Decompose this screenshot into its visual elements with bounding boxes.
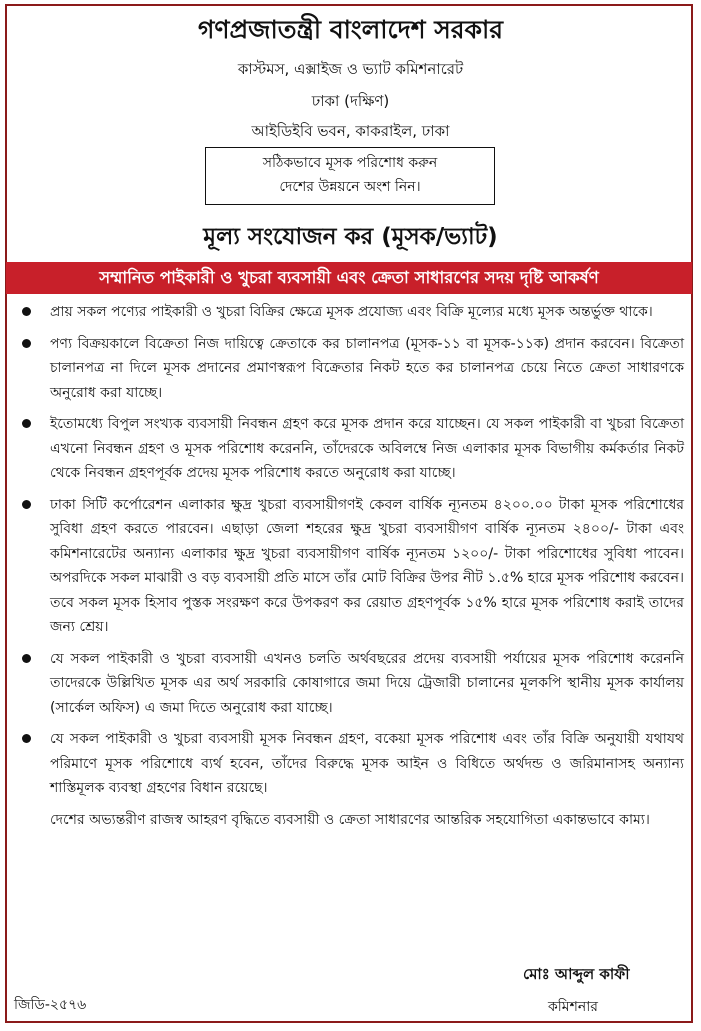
bullet-icon — [22, 419, 31, 428]
notice-body — [16, 300, 684, 832]
office-city: ঢাকা (দক্ষিণ) — [311, 92, 390, 110]
bullet-icon — [22, 734, 31, 743]
attention-banner: সম্মানিত পাইকারী ও খুচরা ব্যবসায়ী এবং ক্রেতা সাধারণের সদয় দৃষ্টি আকর্ষণ — [6, 262, 692, 294]
list-item-text: যে সকল পাইকারী ও খুচরা ব্যবসায়ী এখনও চলতি অর্থবছরের প্রদেয় ব্যবসায়ী পর্যায়ের মূসক পরিশোধ করেননি তাদেরকে উল্লিখিত মূসক এর অর্থ সরকারি কোষাগারে জমা দিয়ে ট্রেজারী চালানের মূলকপি স্থানীয় মূসক কার্যালয় (সার্কেল অফিস) এ জমা দিতে অনুরোধ করা যাচ্ছে। — [50, 650, 684, 716]
slogan-line-2: দেশের উন্নয়নে অংশ নিন। — [279, 179, 421, 195]
slogan-line-1: সঠিকভাবে মূসক পরিশোধ করুন — [262, 155, 438, 171]
government-title: গণপ্রজাতন্ত্রী বাংলাদেশ সরকার — [198, 15, 503, 44]
list-item — [16, 493, 684, 640]
office-name: কাস্টমস, এক্সাইজ ও ভ্যাট কমিশনারেট — [237, 60, 464, 78]
list-item-text: ঢাকা সিটি কর্পোরেশন এলাকার ক্ষুদ্র খুচরা ব্যবসায়ীগণই কেবল বার্ষিক ন্যূনতম ৪২০০.০০ টাকা মূসক পরিশোধের সুবিধা গ্রহণ করতে পারবেন। এছাড়া জেলা শহরের ক্ষুদ্র খুচরা ব্যবসায়ীগণ বার্ষিক ন্যূনতম ২৪০০/- টাকা এবং কমিশনারেটের অন্যান্য এলাকার ক্ষুদ্র খুচরা ব্যবসায়ীগণ বার্ষিক ন্যূনতম ১২০০/- টাকা পরিশোধের সুবিধা পাবেন। অপরদিকে সকল মাঝারী ও বড় ব্যবসায়ী প্রতি মাসে তাঁর মোট বিক্রির উপর নীট ১.৫% হারে মূসক পরিশোধ করবেন। তবে সকল মূসক হিসাব পুস্তক সংরক্ষণ করে উপকরণ কর রেয়াত গ্রহণপূর্বক ১৫% হারে মূসক পরিশোধ করাই তাদের জন্য শ্রেয়। — [50, 496, 684, 635]
signatory-title: কমিশনার — [548, 999, 598, 1015]
bullet-icon — [22, 654, 31, 663]
list-item-text: যে সকল পাইকারী ও খুচরা ব্যবসায়ী মূসক নিবন্ধন গ্রহণ, বকেয়া মূসক পরিশোধ এবং তাঁর বিক্রি অনুযায়ী যথাযথ পরিমাণে মূসক পরিশোধে ব্যর্থ হবেন, তাঁদের বিরুদ্ধে মূসক আইন ও বিধিতে অর্থদন্ড ও জরিমানাসহ অন্যান্য শাস্তিমূলক ব্যবস্থা গ্রহণের বিধান রয়েছে। — [50, 731, 684, 796]
list-item — [16, 727, 684, 801]
list-item-text: পণ্য বিক্রয়কালে বিক্রেতা নিজ দায়িত্বে ক্রেতাকে কর চালানপত্র (মূসক-১১ বা মূসক-১১ক) প্রদান করবেন। বিক্রেতা চালানপত্র না দিলে মূসক প্রদানের প্রমাণস্বরূপ বিক্রেতার নিকট হতে কর চালানপত্র চেয়ে নিতে ক্রেতা সাধারণকে অনুরোধ করা যাচ্ছে। — [50, 335, 684, 401]
vat-title: মূল্য সংযোজন কর (মূসক/ভ্যাট) — [203, 224, 498, 250]
bullet-icon — [22, 339, 31, 348]
list-item — [16, 412, 684, 486]
office-address: আইডিইবি ভবন, কাকরাইল, ঢাকা — [251, 122, 450, 140]
list-item — [16, 300, 684, 325]
signatory-name: মোঃ আব্দুল কাফী — [523, 965, 630, 983]
list-item — [16, 647, 684, 721]
bullet-icon — [22, 500, 31, 509]
list-item-text: ইতোমধ্যে বিপুল সংখ্যক ব্যবসায়ী নিবন্ধন গ্রহণ করে মূসক প্রদান করে যাচ্ছেন। যে সকল পাইকারী বা খুচরা বিক্রেতা এখনো নিবন্ধন গ্রহণ ও মূসক পরিশোধ করেননি, তাঁদেরকে অবিলম্বে নিজ এলাকার মূসক বিভাগীয় কর্মকর্তার নিকট থেকে নিবন্ধন গ্রহণপূর্বক প্রদেয় মূসক পরিশোধ করতে অনুরোধ করা যাচ্ছে। — [50, 416, 684, 481]
list-item — [16, 332, 684, 406]
closing-paragraph: দেশের অভ্যন্তরীণ রাজস্ব আহরণ বৃদ্ধিতে ব্যবসায়ী ও ক্রেতা সাধারণের আন্তরিক সহযোগিতা একান্তভাবে কাম্য। — [50, 811, 650, 828]
slogan-box — [205, 147, 495, 205]
bullet-icon — [22, 307, 31, 316]
list-item-text: প্রায় সকল পণ্যের পাইকারী ও খুচরা বিক্রির ক্ষেত্রে মূসক প্রযোজ্য এবং বিক্রি মূল্যের মধ্যে মূসক অন্তর্ভুক্ত থাকে। — [50, 304, 653, 320]
gd-number: জিডি-২৫৭৬ — [14, 997, 87, 1013]
